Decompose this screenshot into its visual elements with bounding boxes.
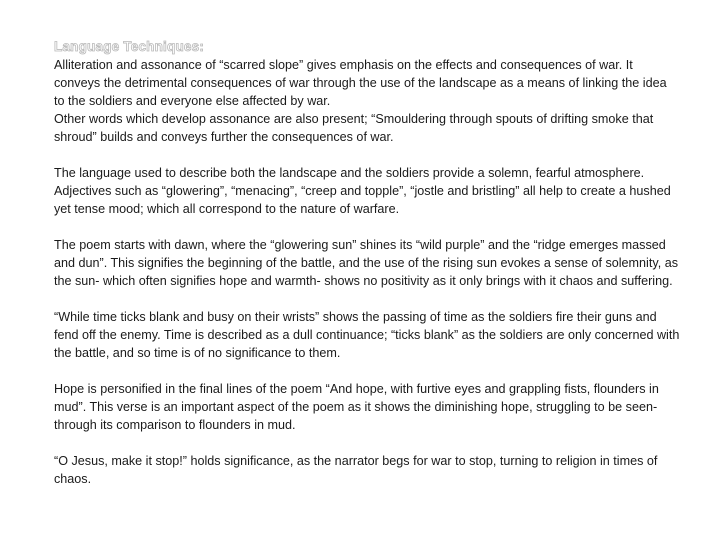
paragraph-hope: Hope is personified in the final lines of the poem “And hope, with furtive eyes and grappling fists, flounders in mud”. This verse is an important aspect of the poem as it shows the diminishing hope, struggling to be seen-through its comparison to flounders in mud.: [54, 382, 659, 432]
paragraph-jesus: “O Jesus, make it stop!” holds significance, as the narrator begs for war to stop, turning to religion in times of chaos.: [54, 454, 658, 486]
paragraph-spacer: [54, 290, 680, 308]
paragraph-spacer: [54, 146, 680, 164]
paragraph-alliteration: Alliteration and assonance of “scarred slope” gives emphasis on the effects and consequences of war. It conveys the detrimental consequences of war through the use of the landscape as a means of linking the idea to the soldiers and everyone else affected by war.: [54, 58, 667, 108]
paragraph-time: “While time ticks blank and busy on their wrists” shows the passing of time as the soldiers fire their guns and fend off the enemy. Time is described as a dull continuance; “ticks blank” as the soldiers are only concerned with the battle, and so time is of no significance to them.: [54, 310, 680, 360]
paragraph-assonance: Other words which develop assonance are also present; “Smouldering through spouts of drifting smoke that shroud” builds and conveys further the consequences of war.: [54, 112, 654, 144]
document-body: [54, 38, 680, 488]
paragraph-spacer: [54, 218, 680, 236]
paragraph-language: The language used to describe both the landscape and the soldiers provide a solemn, fearful atmosphere. Adjectives such as “glowering”, “menacing”, “creep and topple”, “jostle and bristling” all help to create a hushed yet tense mood; which all correspond to the nature of warfare.: [54, 166, 671, 216]
paragraph-spacer: [54, 362, 680, 380]
section-heading: Language Techniques:: [54, 39, 205, 54]
paragraph-dawn: The poem starts with dawn, where the “glowering sun” shines its “wild purple” and the “ridge emerges massed and dun”. This signifies the beginning of the battle, and the use of the rising sun evokes a sense of solemnity, as the sun- which often signifies hope and warmth- shows no positivity as it only brings with it chaos and suffering.: [54, 238, 679, 288]
paragraph-spacer: [54, 434, 680, 452]
